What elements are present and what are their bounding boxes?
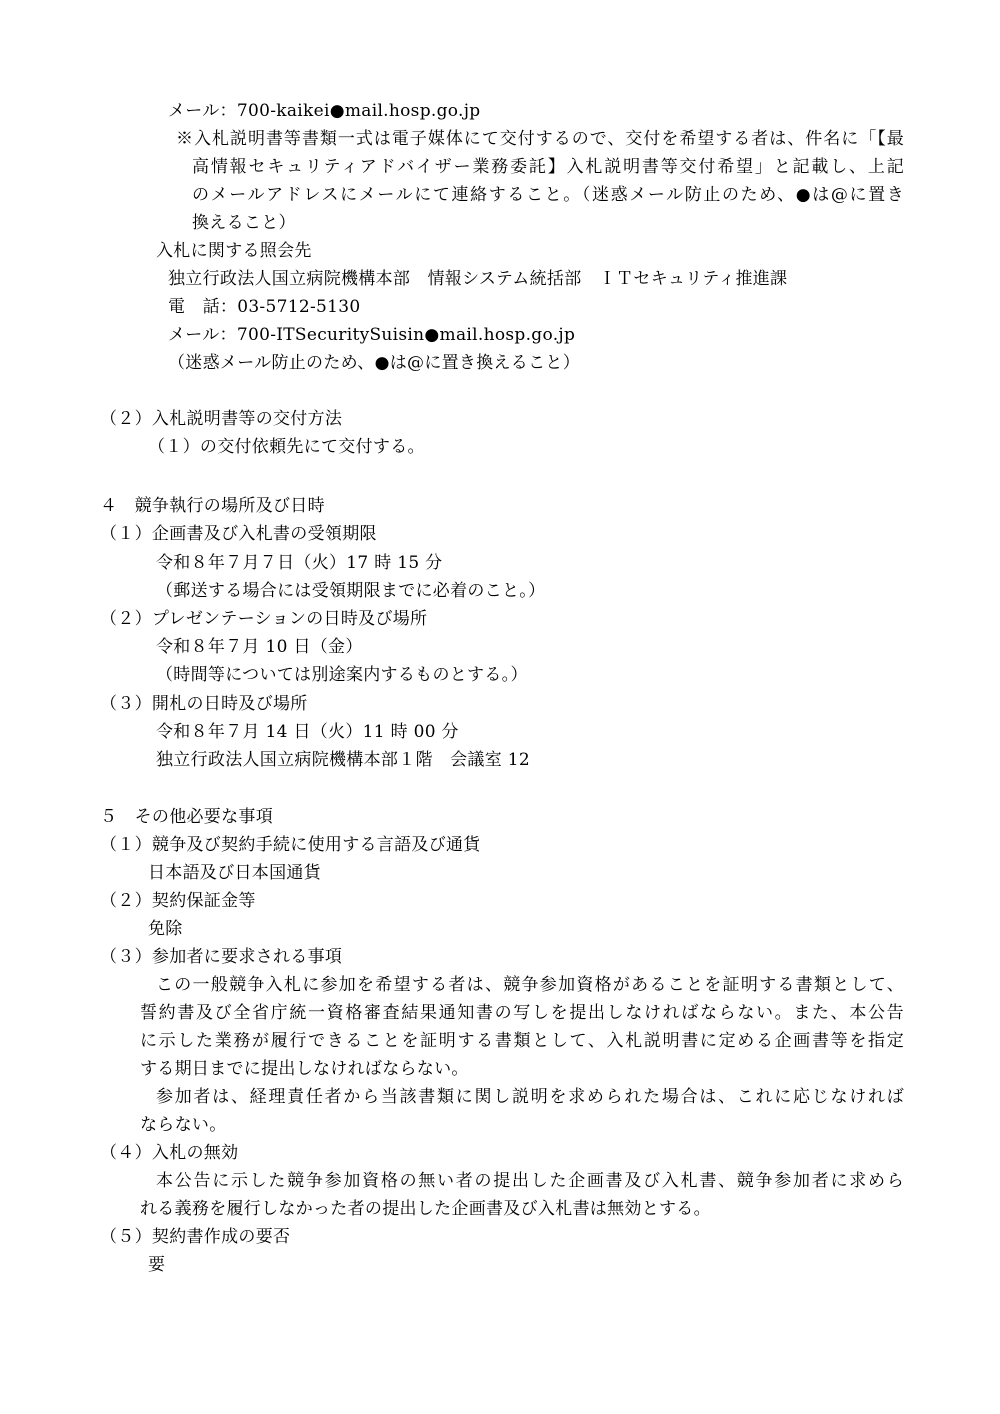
section-4-3-heading: （３）開札の日時及び場所 bbox=[100, 694, 308, 714]
section-5-3-paragraph-2-line-2: ならない。 bbox=[140, 1115, 227, 1135]
section-5-3-paragraph-2-line-1: 参加者は、経理責任者から当該書類に関し説明を求められた場合は、これに応じなければ bbox=[156, 1087, 904, 1107]
section-5-4-line-1: 本公告に示した競争参加資格の無い者の提出した企画書及び入札書、競争参加者に求めら bbox=[156, 1171, 904, 1191]
section-2-body: （１）の交付依頼先にて交付する。 bbox=[148, 437, 425, 457]
section-4-3-place: 独立行政法人国立病院機構本部１階 会議室 12 bbox=[156, 750, 530, 770]
contact-mail-line: メール：700-kaikei●mail.hosp.go.jp bbox=[168, 101, 481, 121]
section-5-4-line-2: れる義務を履行しなかった者の提出した企画書及び入札書は無効とする。 bbox=[140, 1199, 711, 1219]
note-line-3: のメールアドレスにメールにて連絡すること。（迷惑メール防止のため、●は@に置き bbox=[192, 185, 904, 205]
inquiry-mail: メール：700-ITSecuritySuisin●mail.hosp.go.jp bbox=[168, 325, 576, 345]
section-5-5-heading: （５）契約書作成の要否 bbox=[100, 1227, 291, 1247]
section-4-2-date: 令和８年７月 10 日（金） bbox=[156, 637, 363, 657]
inquiry-telephone: 電 話：03-5712-5130 bbox=[168, 297, 361, 317]
section-2-heading: （２）入札説明書等の交付方法 bbox=[100, 409, 343, 429]
note-line-4: 換えること） bbox=[192, 213, 296, 233]
section-4-1-date: 令和８年７月７日（火）17 時 15 分 bbox=[156, 553, 443, 573]
section-5-4-heading: （４）入札の無効 bbox=[100, 1143, 239, 1163]
inquiry-mail-note: （迷惑メール防止のため、●は@に置き換えること） bbox=[168, 353, 581, 373]
note-line-1: ※入札説明書等書類一式は電子媒体にて交付するので、交付を希望する者は、件名に「【最 bbox=[176, 129, 904, 149]
section-5-3-paragraph-1-line-2: 誓約書及び全省庁統一資格審査結果通知書の写しを提出しなければならない。また、本公告 bbox=[140, 1003, 904, 1023]
section-5-3-paragraph-1-line-3: に示した業務が履行できることを証明する書類として、入札説明書に定める企画書等を指定 bbox=[140, 1031, 904, 1051]
section-5-3-paragraph-1-line-4: する期日までに提出しなければならない。 bbox=[140, 1059, 469, 1079]
section-4-1-heading: （１）企画書及び入札書の受領期限 bbox=[100, 524, 377, 544]
inquiry-heading: 入札に関する照会先 bbox=[156, 241, 312, 261]
section-5-heading: ５ その他必要な事項 bbox=[100, 807, 273, 827]
inquiry-organization: 独立行政法人国立病院機構本部 情報システム統括部 ＩＴセキュリティ推進課 bbox=[168, 269, 788, 289]
section-5-2-body: 免除 bbox=[148, 919, 183, 939]
section-4-heading: ４ 競争執行の場所及び日時 bbox=[100, 496, 325, 516]
section-4-2-note: （時間等については別途案内するものとする。） bbox=[156, 665, 528, 685]
section-4-1-note: （郵送する場合には受領期限までに必着のこと。） bbox=[156, 581, 546, 601]
section-4-2-heading: （２）プレゼンテーションの日時及び場所 bbox=[100, 609, 428, 629]
section-5-1-heading: （１）競争及び契約手続に使用する言語及び通貨 bbox=[100, 835, 481, 855]
section-5-1-body: 日本語及び日本国通貨 bbox=[148, 863, 321, 883]
section-5-3-heading: （３）参加者に要求される事項 bbox=[100, 947, 343, 967]
section-4-3-date: 令和８年７月 14 日（火）11 時 00 分 bbox=[156, 722, 459, 742]
section-5-5-body: 要 bbox=[148, 1255, 166, 1275]
section-5-3-paragraph-1-line-1: この一般競争入札に参加を希望する者は、競争参加資格があることを証明する書類として、 bbox=[156, 975, 904, 995]
note-line-2: 高情報セキュリティアドバイザー業務委託】入札説明書等交付希望」と記載し、上記 bbox=[192, 157, 904, 177]
section-5-2-heading: （２）契約保証金等 bbox=[100, 891, 256, 911]
